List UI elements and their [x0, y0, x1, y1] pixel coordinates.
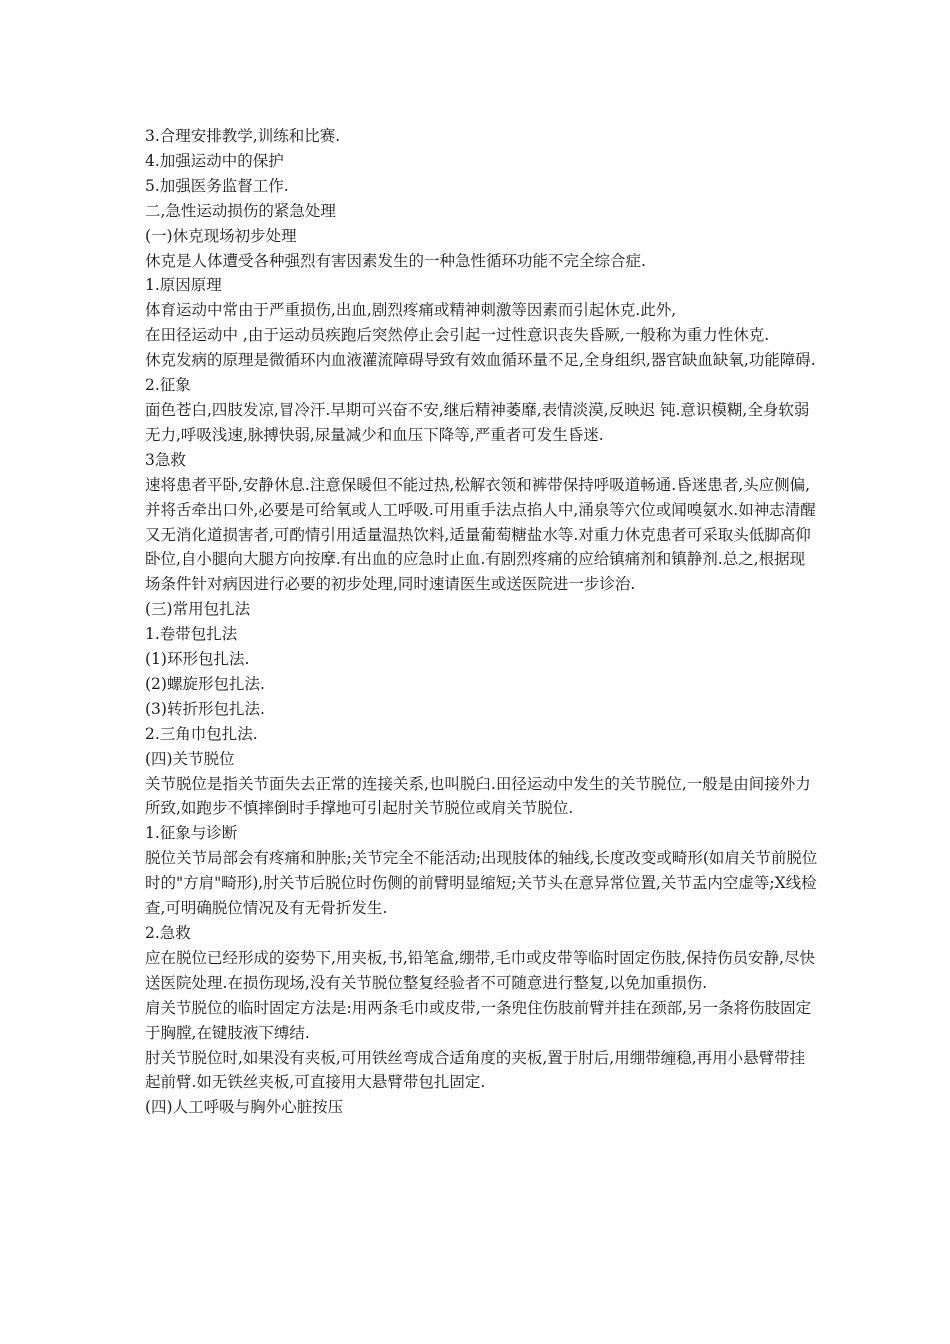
- item-heading: 1.征象与诊断: [145, 824, 238, 843]
- paragraph: 脱位关节局部会有疼痛和肿胀;关节完全不能活动;出现肢体的轴线,长度改变或畸形(如肩关节前脱位时的"方肩"畸形),肘关节后脱位时伤侧的前臂明显缩短;关节头在意异常位置,关节盂内空虚等;X线检查,可明确脱位情况及有无骨折发生.: [145, 849, 818, 918]
- item-heading: 2.征象: [145, 376, 191, 395]
- item-heading: 1.卷带包扎法: [145, 625, 238, 644]
- item-heading: 3急救: [145, 450, 186, 469]
- paragraph: 休克是人体遭受各种强烈有害因素发生的一种急性循环功能不完全综合症.: [145, 251, 646, 270]
- item-heading: 2.三角巾包扎法.: [145, 724, 258, 743]
- paragraph: 面色苍白,四肢发凉,冒冷汗.早期可兴奋不安,继后精神萎靡,表情淡漠,反映迟 钝.意识模糊,全身软弱无力,呼吸浅速,脉搏快弱,尿量减少和血压下降等,严重者可发生昏迷.: [145, 400, 810, 444]
- item-heading: 1.原因原理: [145, 276, 222, 295]
- list-item: (3)转折形包扎法.: [145, 699, 265, 718]
- paragraph: 肩关节脱位的临时固定方法是:用两条毛巾或皮带,一条兜住伤肢前臂并挂在颈部,另一条将伤肢固定于胸膛,在键肢液下缚结.: [145, 998, 812, 1042]
- section-heading: 二,急性运动损伤的紧急处理: [145, 201, 336, 220]
- paragraph: 肘关节脱位时,如果没有夹板,可用铁丝弯成合适角度的夹板,置于肘后,用绷带缠稳,再用小悬臂带挂起前臂.如无铁丝夹板,可直接用大悬臂带包扎固定.: [145, 1048, 806, 1092]
- text-line: 4.加强运动中的保护: [145, 151, 284, 170]
- list-item: (2)螺旋形包扎法.: [145, 674, 265, 693]
- subsection-heading: (三)常用包扎法: [145, 600, 251, 619]
- subsection-heading: (四)人工呼吸与胸外心脏按压: [145, 1098, 344, 1117]
- text-line: 3.合理安排教学,训练和比赛.: [145, 127, 341, 145]
- paragraph: 速将患者平卧,安静休息.注意保暖但不能过热,松解衣领和裤带保持呼吸道畅通.昏迷患者,头应侧偏,并将舌牵出口外,必要是可给氧或人工呼吸.可用重手法点掐人中,涌泉等穴位或闻嗅氨水.如神志清醒又无消化道损害者,可酌情引用适量温热饮料,适量葡萄糖盐水等.对重力休克患者可采取头低脚高仰卧位,自小腿向大腿方向按摩.有出血的应急时止血.有剧烈疼痛的应给镇痛剂和镇静剂.总之,根据现场条件针对病因进行必要的初步处理,同时速请医生或送医院进一步诊治.: [145, 475, 816, 594]
- paragraph: 休克发病的原理是微循环内血液灌流障碍导致有效血循环量不足,全身组织,器官缺血缺氧,功能障碍.: [145, 351, 816, 370]
- paragraph: 关节脱位是指关节面失去正常的连接关系,也叫脱臼.田径运动中发生的关节脱位,一般是由间接外力所致,如跑步不慎摔倒时手撑地可引起肘关节脱位或肩关节脱位.: [145, 774, 811, 818]
- item-heading: 2.急救: [145, 924, 191, 942]
- paragraph: 体育运动中常由于严重损伤,出血,剧烈疼痛或精神刺激等因素而引起休克.此外,: [145, 301, 677, 320]
- document-body: [145, 124, 820, 1120]
- list-item: (1)环形包扎法.: [145, 650, 250, 669]
- subsection-heading: (四)关节脱位: [145, 749, 235, 768]
- paragraph: 应在脱位已经形成的姿势下,用夹板,书,铅笔盒,绷带,毛巾或皮带等临时固定伤肢,保持伤员安静,尽快送医院处理.在损伤现场,没有关节脱位整复经验者不可随意进行整复,以免加重损伤.: [145, 948, 815, 992]
- text-line: 5.加强医务监督工作.: [145, 176, 289, 195]
- paragraph: 在田径运动中 ,由于运动员疾跑后突然停止会引起一过性意识丧失昏厥,一般称为重力性休克.: [145, 326, 770, 345]
- subsection-heading: (一)休克现场初步处理: [145, 226, 297, 245]
